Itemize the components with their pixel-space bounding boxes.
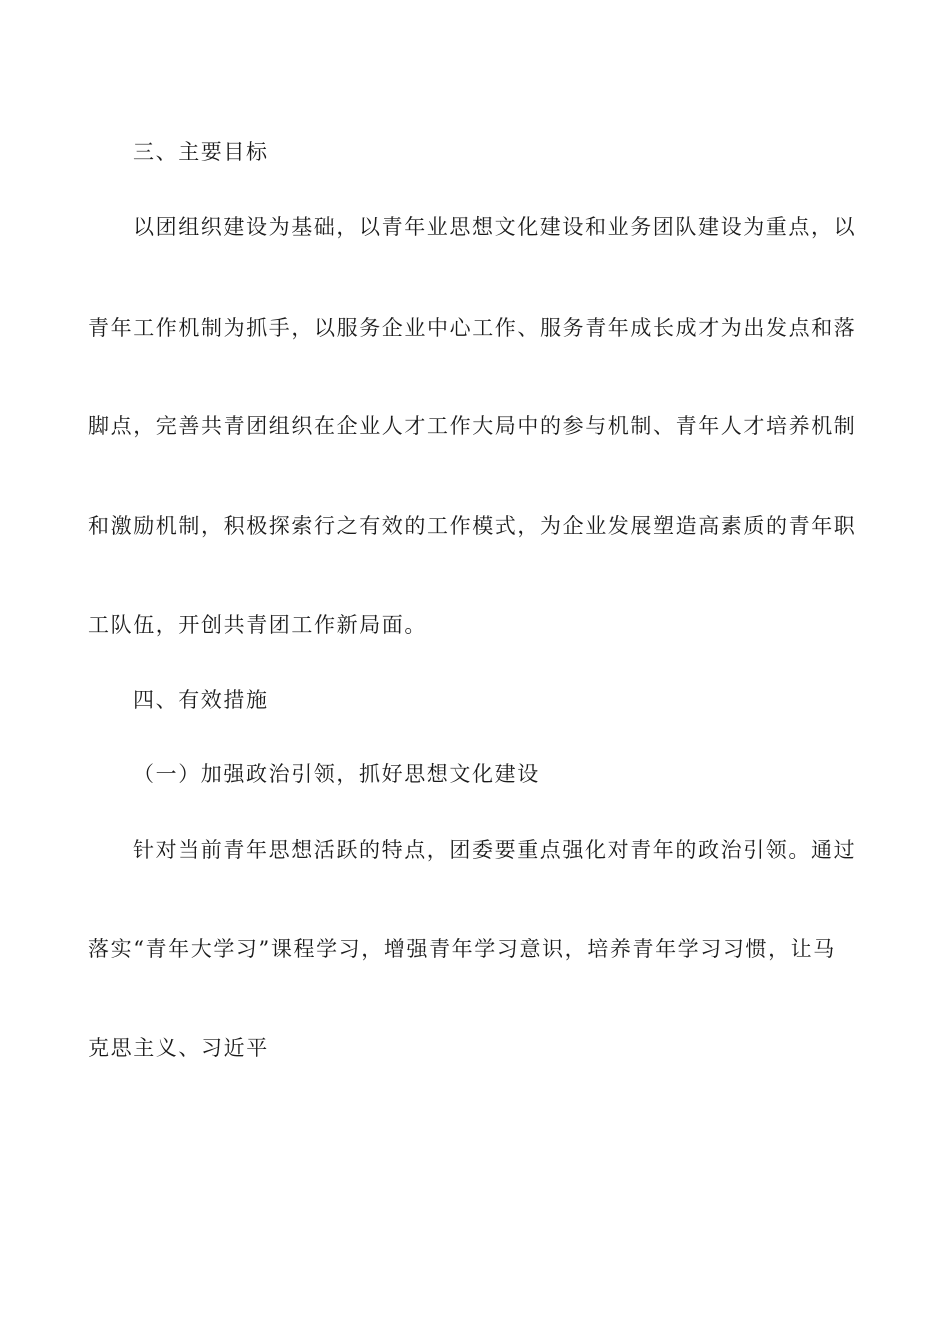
section-3-paragraph-line: 和激励机制，积极探索行之有效的工作模式，为企业发展塑造高素质的青年职	[88, 514, 857, 538]
section-4-paragraph-line: 针对当前青年思想活跃的特点，团委要重点强化对青年的政治引领。通过	[133, 838, 857, 862]
section-4-heading: 四、有效措施	[133, 688, 269, 712]
section-4-paragraph-line: 克思主义、习近平	[88, 1036, 269, 1060]
section-3-paragraph-line: 脚点，完善共青团组织在企业人才工作大局中的参与机制、青年人才培养机制	[88, 414, 857, 438]
section-3-paragraph-line: 青年工作机制为抓手，以服务企业中心工作、服务青年成长成才为出发点和落	[88, 316, 857, 340]
section-3-heading: 三、主要目标	[133, 140, 269, 164]
section-3-paragraph-line: 工队伍，开创共青团工作新局面。	[88, 613, 427, 637]
section-3-paragraph-line: 以团组织建设为基础，以青年业思想文化建设和业务团队建设为重点，以	[133, 215, 857, 239]
section-4-subheading: （一）加强政治引领，抓好思想文化建设	[133, 762, 540, 786]
section-4-paragraph-line: 落实“青年大学习”课程学习，增强青年学习意识，培养青年学习习惯，让马	[88, 937, 836, 961]
